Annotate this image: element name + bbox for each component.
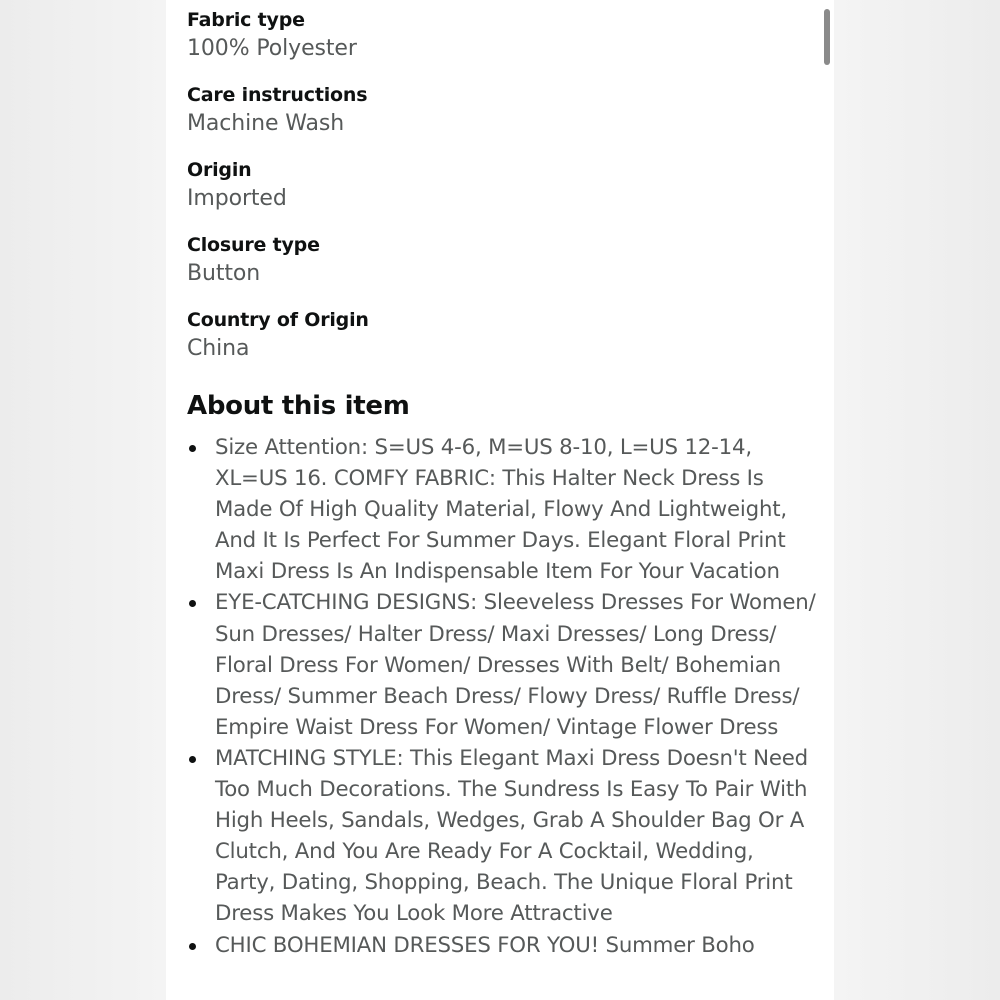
product-details-content — [187, 0, 817, 958]
bullet-dot-icon — [189, 600, 196, 607]
attribute-label: Care instructions — [187, 84, 368, 106]
bullet-dot-icon — [189, 756, 196, 763]
attribute-label: Closure type — [187, 234, 320, 256]
about-bullet-item — [187, 432, 817, 587]
about-bullet-list — [187, 432, 817, 961]
about-this-item-heading: About this item — [187, 391, 410, 421]
bullet-text: EYE-CATCHING DESIGNS: Sleeveless Dresses For Women/ Sun Dresses/ Halter Dress/ Maxi Dresses/ Long Dress/ Floral Dress For Women/ Dresses With Belt/ Bohemian Dress/ Summer Beach Dress/ Flowy Dress/ Ruffle Dress/ Empire Waist Dress For Women/ Vintage Flower Dress — [215, 590, 816, 740]
about-bullet-item — [187, 587, 817, 742]
page-background-left — [0, 0, 166, 1000]
attribute-fabric-type — [187, 0, 817, 75]
attribute-label: Country of Origin — [187, 309, 369, 331]
attribute-care-instructions — [187, 75, 817, 150]
attribute-origin — [187, 150, 817, 225]
about-bullet-item — [187, 930, 817, 961]
bullet-text: MATCHING STYLE: This Elegant Maxi Dress Doesn't Need Too Much Decorations. The Sundress Is Easy To Pair With High Heels, Sandals, Wedges, Grab A Shoulder Bag Or A Clutch, And You Are Ready For A Cocktail, Wedding, Party, Dating, Shopping, Beach. The Unique Floral Print Dress Makes You Look More Attractive — [215, 745, 808, 927]
attribute-country-of-origin — [187, 300, 817, 375]
about-bullet-item — [187, 743, 817, 930]
bullet-text: Size Attention: S=US 4-6, M=US 8-10, L=US 12-14, XL=US 16. COMFY FABRIC: This Halter Neck Dress Is Made Of High Quality Material, Flowy And Lightweight, And It Is Perfect For Summer Days. Elegant Floral Print Maxi Dress Is An Indispensable Item For Your Vacation — [215, 435, 787, 585]
attribute-value: 100% Polyester — [187, 36, 357, 61]
attribute-value: Imported — [187, 186, 287, 211]
attribute-value: China — [187, 336, 250, 361]
attribute-label: Origin — [187, 159, 252, 181]
product-details-panel[interactable] — [166, 0, 834, 1000]
vertical-scrollbar[interactable] — [824, 9, 830, 65]
bullet-dot-icon — [189, 445, 196, 452]
bullet-text: CHIC BOHEMIAN DRESSES FOR YOU! Summer Boho — [215, 932, 755, 958]
bullet-dot-icon — [189, 943, 196, 950]
attribute-label: Fabric type — [187, 9, 305, 31]
page-background-right — [834, 0, 1000, 1000]
attribute-value: Machine Wash — [187, 111, 345, 136]
attribute-closure-type — [187, 225, 817, 300]
attribute-value: Button — [187, 261, 261, 286]
